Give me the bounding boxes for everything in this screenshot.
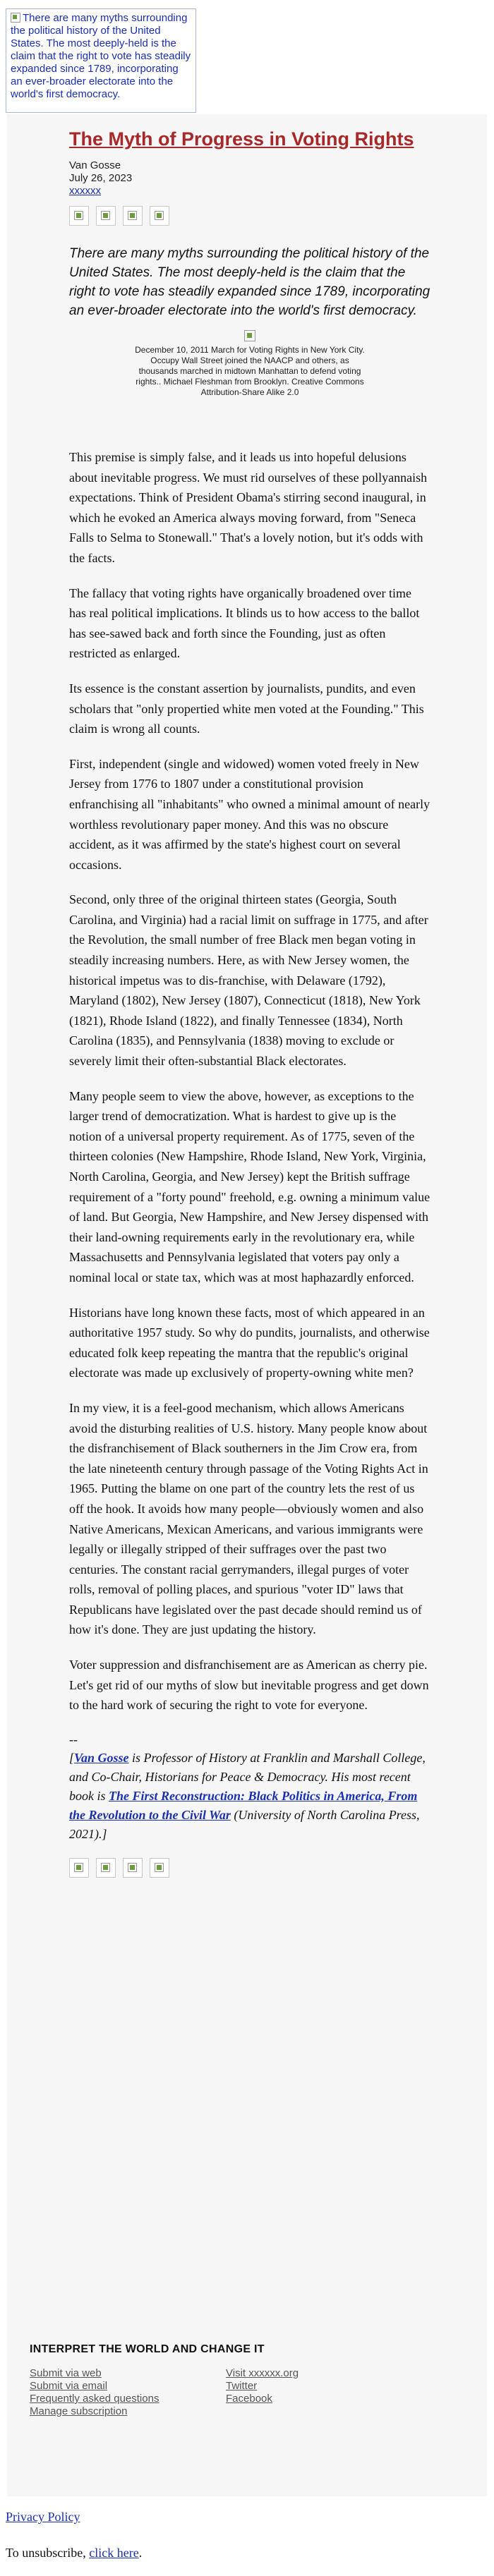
paragraph: Its essence is the constant assertion by journalists, pundits, and even scholars that "only propertied white men voted at the Founding." This claim is wrong all counts. bbox=[69, 681, 424, 736]
paragraph: First, independent (single and widowed) women voted freely in New Jersey from 1776 to 1807 under a constitutional provision enfranchising all "inhabitants" who owned a minimal amount of nearly worthless revolutionary paper money. And this was no obscure accident, as it was affirmed by the state's highest court on several occasions. bbox=[69, 756, 430, 872]
footer-right-links bbox=[226, 2367, 422, 2418]
footer-link-facebook[interactable]: Facebook bbox=[226, 2393, 272, 2405]
share-icon-2[interactable] bbox=[96, 206, 116, 226]
footer-link-twitter[interactable]: Twitter bbox=[226, 2380, 258, 2392]
share-icon-1[interactable] bbox=[69, 1858, 89, 1878]
share-icon-4[interactable] bbox=[150, 206, 169, 226]
share-icon-2[interactable] bbox=[96, 1858, 116, 1878]
article-figure bbox=[130, 330, 370, 398]
figure-caption: December 10, 2011 March for Voting Rights in New York City. Occupy Wall Street joined the NAACP and others, as thousands marched in midtown Manhattan to defend voting rights.. Michael Fleshman from Brooklyn. Creative Commons Attribution-Share Alike 2.0 bbox=[135, 345, 365, 397]
author-link[interactable]: Van Gosse bbox=[74, 1750, 129, 1765]
footer-heading: INTERPRET THE WORLD AND CHANGE IT bbox=[30, 2343, 265, 2355]
paragraph: Many people seem to view the above, however, as exceptions to the larger trend of democratization. What is hardest to give up is the notion of a universal property requirement. As of 1775, seven of the thirteen colonies (New Hampshire, Rhode Island, New York, Virginia, North Carolina, Georgia, and New Jersey) kept the British suffrage requirement of a "forty pound" freehold, e.g. owning a minimum value of land. But Georgia, New Hampshire, and New Jersey dispensed with their land-owning requirements early in the revolutionary era, while Massachusetts and Pennsylvania legislated that voters pay only a nominal local or state tax, which was at most haphazardly enforced. bbox=[69, 1088, 430, 1284]
unsubscribe-suffix: . bbox=[138, 2546, 143, 2560]
article-card bbox=[7, 114, 487, 2496]
share-icon-3[interactable] bbox=[123, 1858, 143, 1878]
author-name: Van Gosse bbox=[69, 159, 121, 171]
byline-link[interactable]: xxxxxx bbox=[69, 185, 101, 197]
paragraph: This premise is simply false, and it leads us into hopeful delusions about inevitable progress. We must rid ourselves of these pollyannaish expectations. Think of President Obama's stirring second inaugural, in which he evoked an America always moving forward, from "Seneca Falls to Selma to Stonewall." That's a lovely notion, but it's odds with the facts. bbox=[69, 450, 428, 565]
unsubscribe-link[interactable]: click here bbox=[89, 2546, 139, 2560]
bio-bracket: [ bbox=[69, 1750, 75, 1765]
broken-image-icon bbox=[11, 13, 20, 23]
bio-close: (University of North Carolina Press, 2021).] bbox=[69, 1807, 420, 1841]
figure-image-icon bbox=[244, 330, 255, 341]
article-content bbox=[69, 127, 430, 1878]
footer-left-links bbox=[30, 2367, 226, 2418]
article-body bbox=[69, 447, 430, 1715]
author-bio bbox=[69, 1749, 430, 1844]
share-buttons-bottom bbox=[69, 1858, 430, 1878]
paragraph: The fallacy that voting rights have organically broadened over time has real political implications. It blinds us to how access to the ballot has see-sawed back and forth since the Founding, just as often restricted as enlarged. bbox=[69, 585, 420, 661]
paragraph: Voter suppression and disfranchisement are as American as cherry pie. Let's get rid of our myths of slow but inevitable progress and get down to the hard work of securing the right to vote for everyone. bbox=[69, 1658, 429, 1713]
header-image-alt-text: There are many myths surrounding the political history of the United States. The most deeply-held is the claim that the right to vote has steadily expanded since 1789, incorporating an ever-broader electorate into the world's first democracy. bbox=[11, 12, 191, 100]
footer-link-submit-web[interactable]: Submit via web bbox=[30, 2367, 102, 2379]
publish-date: July 26, 2023 bbox=[69, 172, 133, 184]
footer-link-manage-subscription[interactable]: Manage subscription bbox=[30, 2405, 128, 2417]
footer-link-visit-site[interactable]: Visit xxxxxx.org bbox=[226, 2367, 299, 2379]
article-title[interactable]: The Myth of Progress in Voting Rights bbox=[69, 128, 414, 150]
article-lede: There are many myths surrounding the political history of the United States. The most deeply-held is the claim that the right to vote has steadily expanded since 1789, incorporating an ever-broader electorate into the world's first democracy. bbox=[69, 246, 430, 318]
privacy-policy-link[interactable]: Privacy Policy bbox=[6, 2510, 80, 2524]
separator: -- bbox=[69, 1732, 78, 1746]
book-link[interactable]: The First Reconstruction: Black Politics in America, From the Revolution to the Civil War bbox=[69, 1788, 418, 1822]
share-buttons-top bbox=[69, 206, 430, 226]
unsubscribe-line bbox=[6, 2545, 142, 2560]
footer-link-faq[interactable]: Frequently asked questions bbox=[30, 2393, 159, 2405]
share-icon-3[interactable] bbox=[123, 206, 143, 226]
paragraph: Historians have long known these facts, most of which appeared in an authoritative 1957 study. So why do pundits, journalists, and otherwise educated folk keep repeating the mantra that the republic's original electorate was made up exclusively of property-owning white men? bbox=[69, 1305, 430, 1380]
footer bbox=[30, 2343, 453, 2418]
paragraph: In my view, it is a feel-good mechanism, which allows Americans avoid the disturbing realities of U.S. history. Many people know about the disfranchisement of Black southerners in the Jim Crow era, from the late nineteenth century through passage of the Voting Rights Act in 1965. Putting the blame on one part of the country lets the rest of us off the hook. It avoids how many people—obviously women and also Native Americans, Mexican Americans, and various immigrants were legally or illegally stripped of their suffrages over the past two centuries. The constant racial gerrymanders, illegal purges of voter rolls, removal of polling places, and spurious "voter ID" laws that Republicans have legislated over the past decade should remind us of how it's done. They are just updating the history. bbox=[69, 1400, 428, 1637]
bio-text: is Professor of History at Franklin and Marshall College, and Co-Chair, Historians for Peace & Democracy. His most recent book is bbox=[69, 1750, 426, 1803]
footer-link-submit-email[interactable]: Submit via email bbox=[30, 2380, 108, 2392]
share-icon-4[interactable] bbox=[150, 1858, 169, 1878]
share-icon-1[interactable] bbox=[69, 206, 89, 226]
header-image-placeholder[interactable] bbox=[6, 8, 196, 113]
paragraph: Second, only three of the original thirteen states (Georgia, South Carolina, and Virginia) had a racial limit on suffrage in 1775, and after the Revolution, the small number of free Black men began voting in steadily increasing numbers. Here, as with New Jersey women, the historical impetus was to dis-franchise, with Delaware (1792), Maryland (1802), New Jersey (1807), Connecticut (1818), New York (1821), Rhode Island (1822), and finally Tennessee (1834), North Carolina (1835), and Pennsylvania (1838) moving to exclude or severely limit their often-substantial Black electorates. bbox=[69, 892, 428, 1069]
unsubscribe-text: To unsubscribe, bbox=[6, 2546, 90, 2560]
